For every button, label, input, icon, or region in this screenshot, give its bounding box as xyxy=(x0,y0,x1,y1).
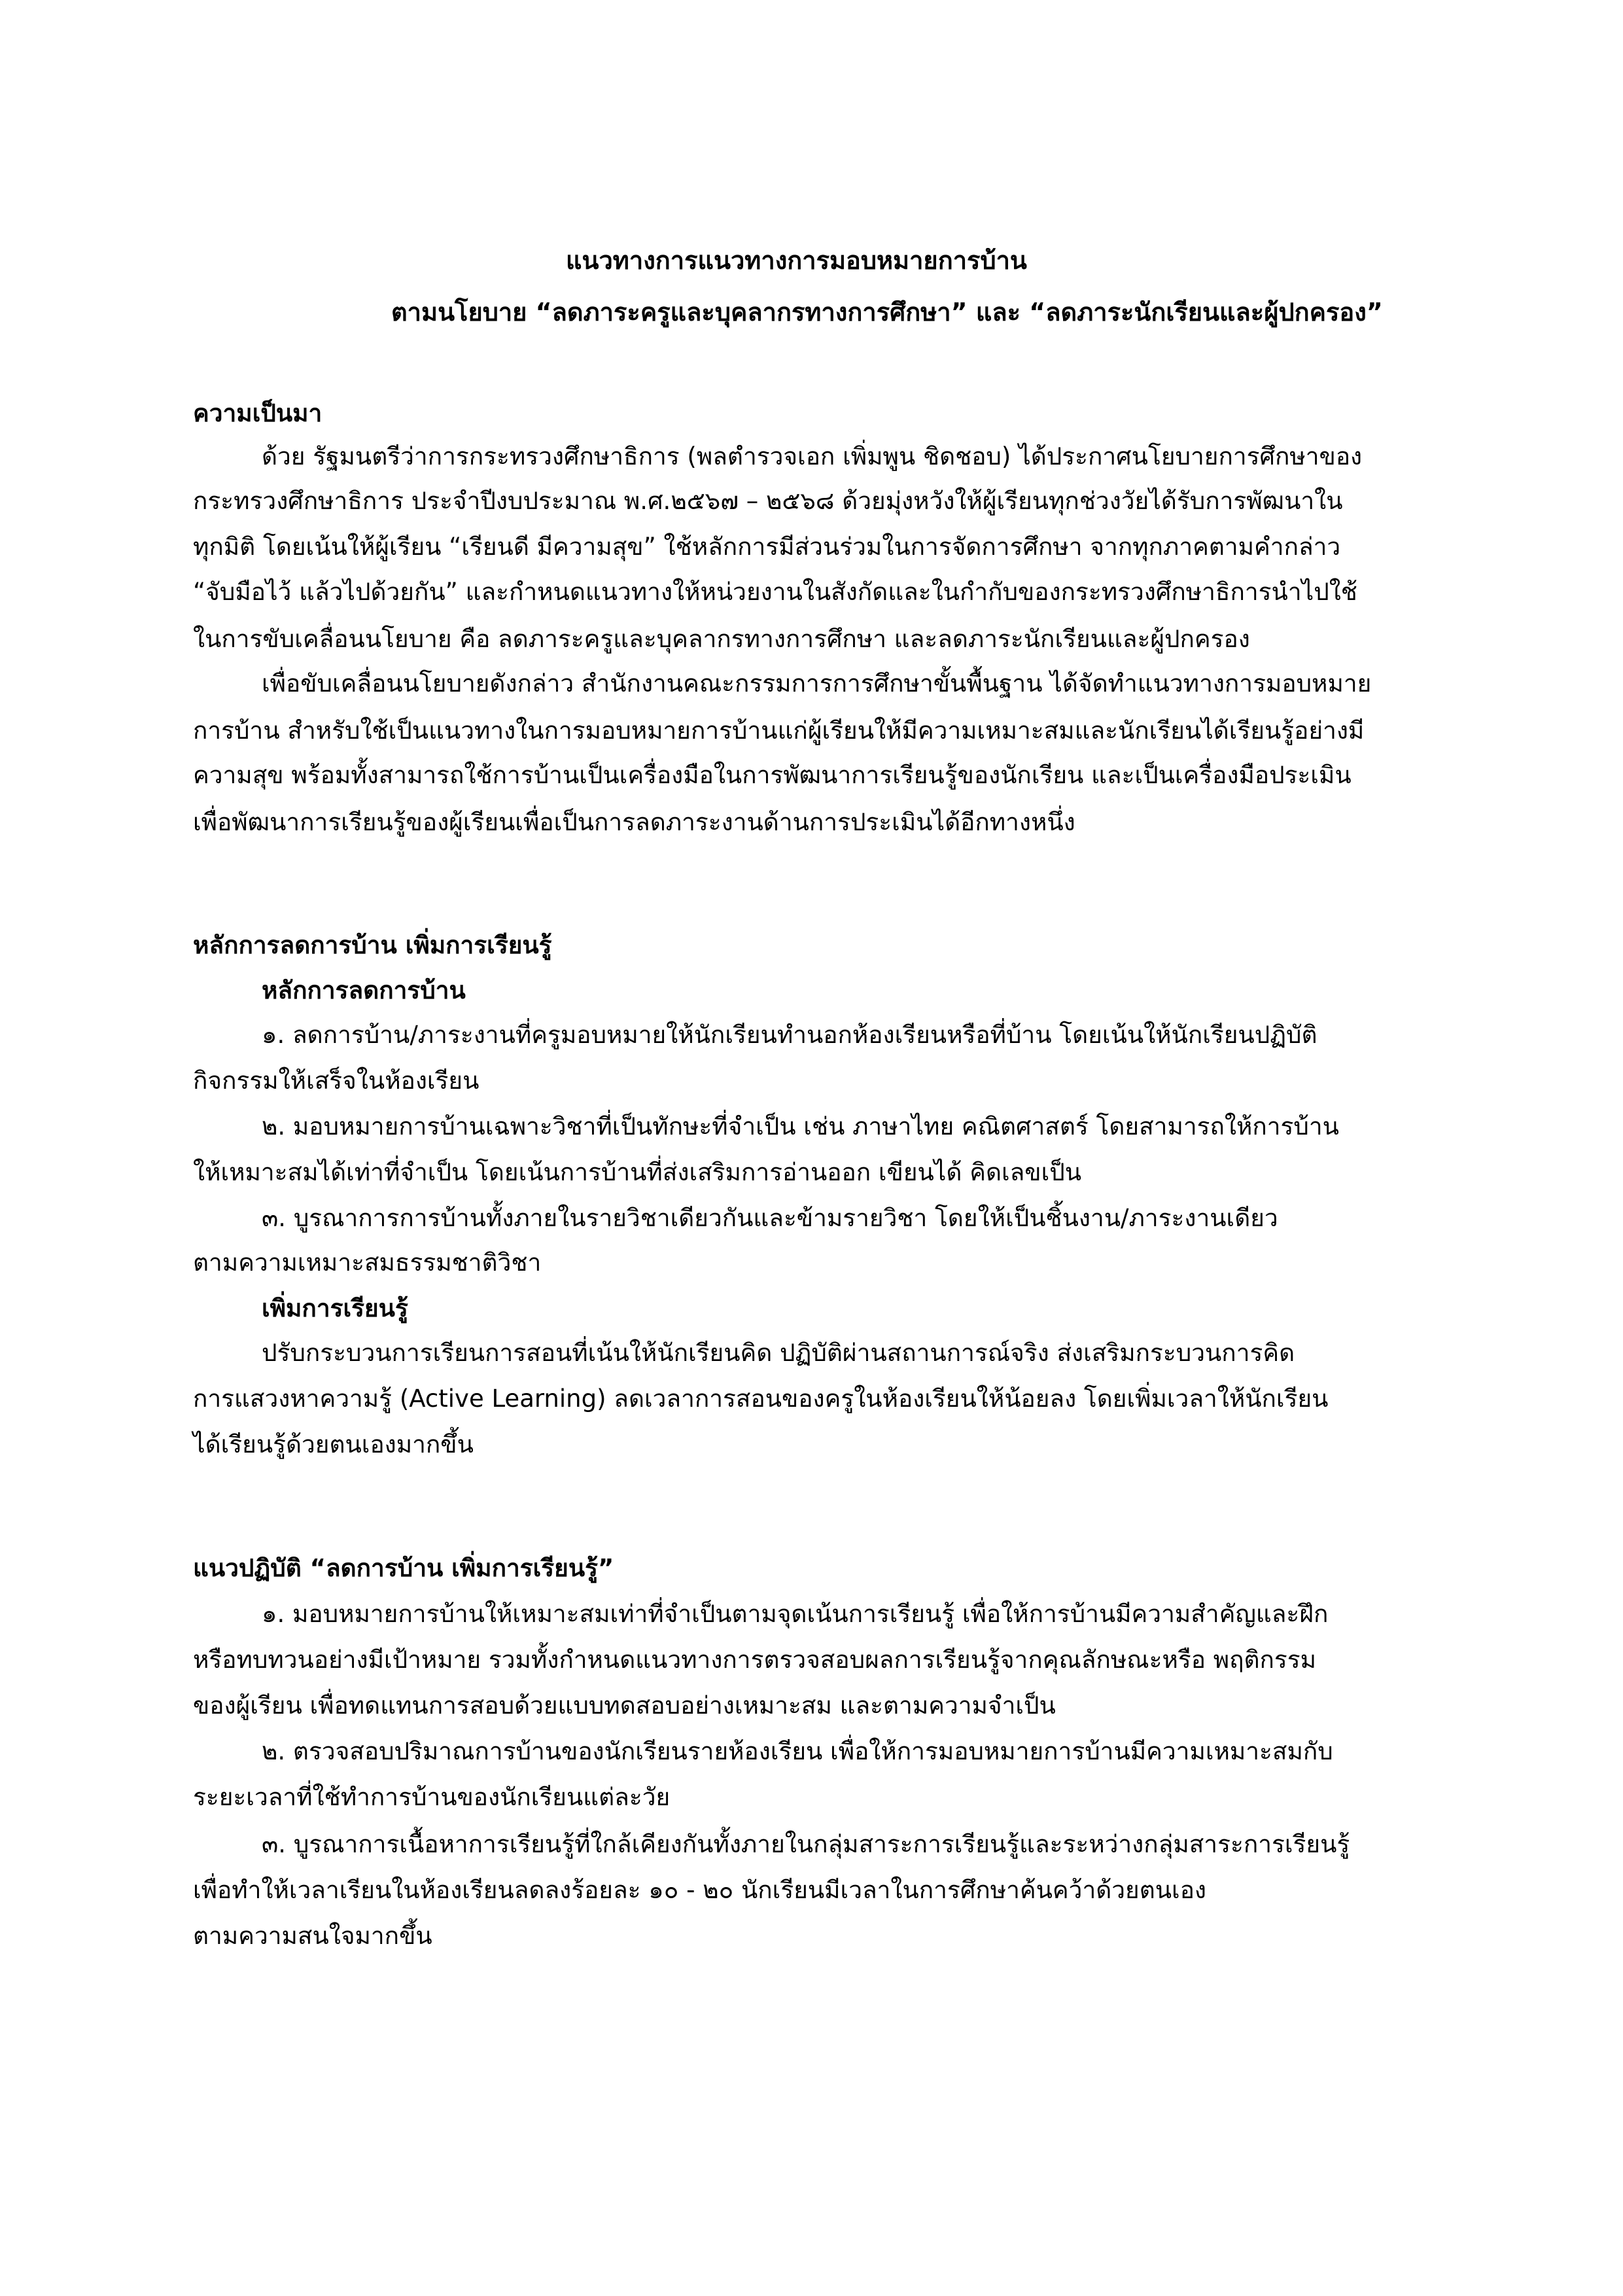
list-item-line: กิจกรรมให้เสร็จในห้องเรียน xyxy=(193,1067,480,1095)
paragraph-line: เพื่อขับเคลื่อนนโยบายดังกล่าว สำนักงานคณะกรรมการการศึกษาขั้นพื้นฐาน ได้จัดทำแนวทางการมอบหมาย xyxy=(262,669,1372,698)
document-title-line-2: ตามนโยบาย “ลดภาระครูและบุคลากรทางการศึกษา” และ “ลดภาระนักเรียนและผู้ปกครอง” xyxy=(391,298,1383,327)
section-heading-practice: แนวปฏิบัติ “ลดการบ้าน เพิ่มการเรียนรู้” xyxy=(193,1554,614,1582)
list-item-line: ๑. มอบหมายการบ้านให้เหมาะสมเท่าที่จำเป็นตามจุดเน้นการเรียนรู้ เพื่อให้การบ้านมีความสำคัญและฝึก xyxy=(262,1600,1329,1628)
paragraph-line: ปรับกระบวนการเรียนการสอนที่เน้นให้นักเรียนคิด ปฏิบัติผ่านสถานการณ์จริง ส่งเสริมกระบวนการคิด xyxy=(262,1339,1295,1367)
paragraph-line: เพื่อพัฒนาการเรียนรู้ของผู้เรียนเพื่อเป็นการลดภาระงานด้านการประเมินได้อีกทางหนึ่ง xyxy=(193,808,1075,836)
list-item-line: ๑. ลดการบ้าน/ภาระงานที่ครูมอบหมายให้นักเรียนทำนอกห้องเรียนหรือที่บ้าน โดยเน้นให้นักเรียนปฏิบัติ xyxy=(262,1021,1318,1049)
list-item-line: ๒. มอบหมายการบ้านเฉพาะวิชาที่เป็นทักษะที่จำเป็น เช่น ภาษาไทย คณิตศาสตร์ โดยสามารถให้การบ้าน xyxy=(262,1112,1339,1140)
subheading-reduce-homework: หลักการลดการบ้าน xyxy=(262,976,466,1004)
list-item-line: หรือทบทวนอย่างมีเป้าหมาย รวมทั้งกำหนดแนวทางการตรวจสอบผลการเรียนรู้จากคุณลักษณะหรือ พฤติกรรม xyxy=(193,1646,1317,1674)
paragraph-line: “จับมือไว้ แล้วไปด้วยกัน” และกำหนดแนวทางให้หน่วยงานในสังกัดและในกำกับของกระทรวงศึกษาธิการนำไปใช้ xyxy=(193,578,1357,606)
list-item-line: ของผู้เรียน เพื่อทดแทนการสอบด้วยแบบทดสอบอย่างเหมาะสม และตามความจำเป็น xyxy=(193,1691,1056,1720)
list-item-line: ตามความสนใจมากขึ้น xyxy=(193,1922,432,1950)
list-item-line: ตามความเหมาะสมธรรมชาติวิชา xyxy=(193,1248,542,1277)
paragraph-line: การแสวงหาความรู้ (Active Learning) ลดเวลาการสอนของครูในห้องเรียนให้น้อยลง โดยเพิ่มเวลาให้นักเรียน xyxy=(193,1385,1329,1413)
paragraph-line: ได้เรียนรู้ด้วยตนเองมากขึ้น xyxy=(193,1430,474,1458)
paragraph-line: กระทรวงศึกษาธิการ ประจำปีงบประมาณ พ.ศ.๒๕๖๗ – ๒๕๖๘ ด้วยมุ่งหวังให้ผู้เรียนทุกช่วงวัยได้รับการพัฒนาใน xyxy=(193,487,1343,515)
paragraph-line: ทุกมิติ โดยเน้นให้ผู้เรียน “เรียนดี มีความสุข” ใช้หลักการมีส่วนร่วมในการจัดการศึกษา จากทุกภาคตามคำกล่าว xyxy=(193,533,1341,561)
list-item-line: ๓. บูรณาการการบ้านทั้งภายในรายวิชาเดียวกันและข้ามรายวิชา โดยให้เป็นชิ้นงาน/ภาระงานเดียว xyxy=(262,1204,1278,1232)
list-item-line: ๓. บูรณาการเนื้อหาการเรียนรู้ที่ใกล้เคียงกันทั้งภายในกลุ่มสาระการเรียนรู้และระหว่างกลุ่มสาระการเรียนรู้ xyxy=(262,1830,1350,1858)
paragraph-line: ด้วย รัฐมนตรีว่าการกระทรวงศึกษาธิการ (พลตำรวจเอก เพิ่มพูน ชิดชอบ) ได้ประกาศนโยบายการศึกษาของ xyxy=(262,442,1363,470)
document-title-line-1: แนวทางการแนวทางการมอบหมายการบ้าน xyxy=(566,246,1027,275)
paragraph-line: ความสุข พร้อมทั้งสามารถใช้การบ้านเป็นเครื่องมือในการพัฒนาการเรียนรู้ของนักเรียน และเป็นเครื่องมือประเมิน xyxy=(193,761,1352,789)
paragraph-line: ในการขับเคลื่อนนโยบาย คือ ลดภาระครูและบุคลากรทางการศึกษา และลดภาระนักเรียนและผู้ปกครอง xyxy=(193,625,1250,653)
paragraph-line: การบ้าน สำหรับใช้เป็นแนวทางในการมอบหมายการบ้านแก่ผู้เรียนให้มีความเหมาะสมและนักเรียนได้เรียนรู้อย่างมี xyxy=(193,716,1365,745)
list-item-line: เพื่อทำให้เวลาเรียนในห้องเรียนลดลงร้อยละ ๑๐ - ๒๐ นักเรียนมีเวลาในการศึกษาค้นคว้าด้วยตนเอง xyxy=(193,1876,1206,1904)
list-item-line: ระยะเวลาที่ใช้ทำการบ้านของนักเรียนแต่ละวัย xyxy=(193,1783,671,1811)
section-heading-background: ความเป็นมา xyxy=(193,399,323,427)
list-item-line: ให้เหมาะสมได้เท่าที่จำเป็น โดยเน้นการบ้านที่ส่งเสริมการอ่านออก เขียนได้ คิดเลขเป็น xyxy=(193,1158,1082,1186)
section-heading-principles: หลักการลดการบ้าน เพิ่มการเรียนรู้ xyxy=(193,931,552,959)
list-item-line: ๒. ตรวจสอบปริมาณการบ้านของนักเรียนรายห้องเรียน เพื่อให้การมอบหมายการบ้านมีความเหมาะสมกับ xyxy=(262,1737,1333,1765)
subheading-increase-learning: เพิ่มการเรียนรู้ xyxy=(262,1294,408,1322)
